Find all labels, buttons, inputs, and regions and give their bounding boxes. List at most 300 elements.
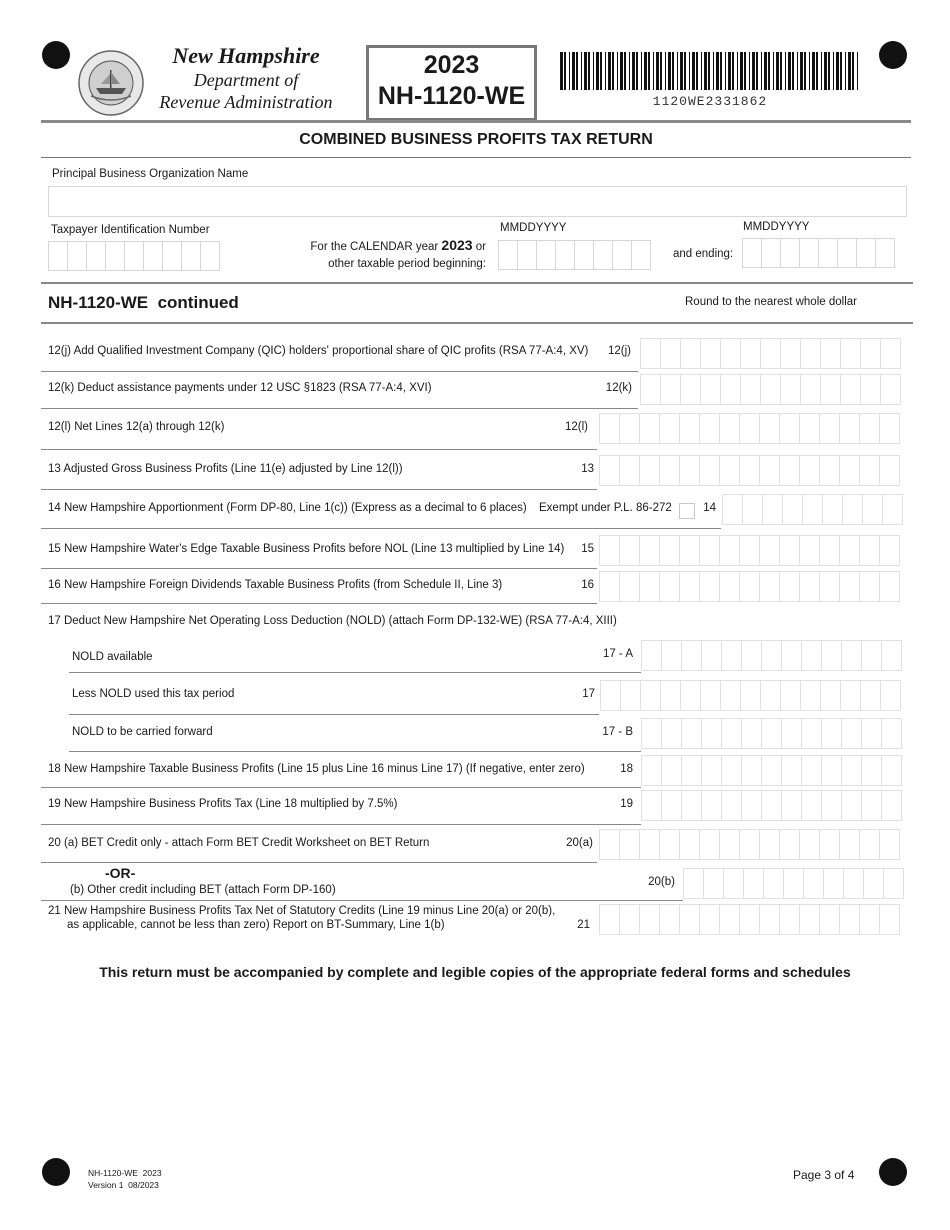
barcode-bar — [756, 52, 758, 90]
barcode-bar — [636, 52, 638, 90]
digit-cell[interactable] — [879, 904, 900, 935]
period-label-b: or — [472, 241, 486, 253]
digit-cell[interactable] — [863, 868, 884, 899]
title-rule — [41, 157, 911, 158]
digit-cell[interactable] — [699, 535, 720, 566]
line-17-used-label: Less NOLD used this tax period — [72, 688, 235, 700]
digit-cell[interactable] — [639, 455, 660, 486]
form-title: COMBINED BUSINESS PROFITS TAX RETURN — [299, 131, 653, 148]
digit-cell[interactable] — [819, 413, 840, 444]
digit-cell[interactable] — [660, 374, 681, 405]
digit-cell[interactable] — [879, 535, 900, 566]
digit-cell[interactable] — [800, 338, 821, 369]
barcode-bar — [744, 52, 746, 90]
digit-cell[interactable] — [799, 455, 820, 486]
digit-cell[interactable] — [839, 455, 860, 486]
digit-cell[interactable] — [661, 718, 682, 749]
digit-cell[interactable] — [800, 680, 821, 711]
digit-cell[interactable] — [779, 413, 800, 444]
digit-cell[interactable] — [839, 571, 860, 602]
barcode-bar — [761, 52, 762, 90]
digit-cell[interactable] — [743, 868, 764, 899]
digit-cell[interactable] — [720, 338, 741, 369]
digit-cell[interactable] — [700, 374, 721, 405]
digit-cell[interactable] — [780, 680, 801, 711]
digit-cell[interactable] — [779, 904, 800, 935]
digit-cell[interactable] — [719, 535, 740, 566]
digit-cell[interactable] — [719, 413, 740, 444]
barcode-bar — [732, 52, 734, 90]
barcode-bar — [768, 52, 770, 90]
digit-cell[interactable] — [819, 904, 840, 935]
digit-cell[interactable] — [859, 535, 880, 566]
digit-cell[interactable] — [599, 535, 620, 566]
digit-cell[interactable] — [839, 904, 860, 935]
barcode-bar — [641, 52, 642, 90]
digit-cell[interactable] — [720, 374, 741, 405]
digit-cell[interactable] — [721, 790, 742, 821]
digit-cell[interactable] — [841, 790, 862, 821]
digit-cell[interactable] — [859, 904, 880, 935]
digit-cell[interactable] — [720, 680, 741, 711]
digit-cell[interactable] — [819, 535, 840, 566]
digit-cell[interactable] — [739, 413, 760, 444]
digit-cell[interactable] — [782, 494, 803, 525]
form-number: NH-1120-WE — [377, 82, 526, 110]
barcode-bar — [852, 52, 854, 90]
digit-cell[interactable] — [759, 829, 780, 860]
digit-cell[interactable] — [860, 338, 881, 369]
digit-cell[interactable] — [841, 755, 862, 786]
digit-cell[interactable] — [819, 571, 840, 602]
digit-cell[interactable] — [599, 413, 620, 444]
digit-cell[interactable] — [679, 904, 700, 935]
digit-cell[interactable] — [760, 338, 781, 369]
digit-cell[interactable] — [721, 755, 742, 786]
digit-cell[interactable] — [599, 904, 620, 935]
digit-cell[interactable] — [859, 571, 880, 602]
digit-cell[interactable] — [861, 755, 882, 786]
digit-cell[interactable] — [659, 413, 680, 444]
line-21-amount[interactable] — [600, 904, 900, 935]
digit-cell[interactable] — [699, 455, 720, 486]
digit-cell[interactable] — [679, 571, 700, 602]
digit-cell[interactable] — [841, 718, 862, 749]
digit-cell[interactable] — [822, 494, 843, 525]
digit-cell[interactable] — [761, 790, 782, 821]
digit-cell[interactable] — [781, 790, 802, 821]
digit-cell[interactable] — [740, 338, 761, 369]
digit-cell[interactable] — [860, 374, 881, 405]
digit-cell[interactable] — [740, 680, 761, 711]
digit-cell[interactable] — [640, 374, 661, 405]
barcode-bar — [569, 52, 570, 90]
barcode-bar — [588, 52, 590, 90]
digit-cell[interactable] — [801, 640, 822, 671]
barcode-bar — [780, 52, 782, 90]
digit-cell[interactable] — [641, 718, 662, 749]
digit-cell[interactable] — [841, 640, 862, 671]
digit-cell[interactable] — [639, 829, 660, 860]
digit-cell[interactable] — [763, 868, 784, 899]
digit-cell[interactable] — [840, 680, 861, 711]
digit-cell[interactable] — [680, 680, 701, 711]
line-19-rule — [41, 824, 641, 825]
digit-cell[interactable] — [661, 790, 682, 821]
digit-cell[interactable] — [661, 755, 682, 786]
line-12k-label: 12(k) Deduct assistance payments under 12 USC §1823 (RSA 77-A:4, XVI) — [48, 382, 432, 394]
digit-cell[interactable] — [843, 868, 864, 899]
line-20a-label: 20 (a) BET Credit only - attach Form BET Credit Worksheet on BET Return — [48, 837, 430, 849]
digit-cell[interactable] — [739, 904, 760, 935]
digit-cell[interactable] — [859, 455, 880, 486]
line-18-rule — [41, 787, 641, 788]
line-17a-amount[interactable] — [642, 640, 902, 671]
org-name-input[interactable] — [48, 186, 907, 217]
barcode-bar — [656, 52, 659, 90]
barcode-bar — [788, 52, 791, 90]
digit-cell[interactable] — [820, 374, 841, 405]
digit-cell[interactable] — [820, 680, 841, 711]
form-year: 2023 — [423, 51, 480, 79]
digit-cell[interactable] — [739, 535, 760, 566]
digit-cell[interactable] — [883, 868, 904, 899]
line-17b-amount[interactable] — [642, 718, 902, 749]
digit-cell[interactable] — [699, 413, 720, 444]
digit-cell[interactable] — [760, 374, 781, 405]
digit-cell[interactable] — [799, 904, 820, 935]
digit-cell[interactable] — [823, 868, 844, 899]
line-12j-ref: 12(j) — [607, 345, 631, 357]
digit-cell[interactable] — [599, 571, 620, 602]
digit-cell[interactable] — [683, 868, 704, 899]
digit-cell[interactable] — [600, 680, 621, 711]
digit-cell[interactable] — [740, 374, 761, 405]
digit-cell[interactable] — [719, 455, 740, 486]
digit-cell[interactable] — [799, 571, 820, 602]
digit-cell[interactable] — [619, 904, 640, 935]
digit-cell[interactable] — [639, 535, 660, 566]
digit-cell[interactable] — [660, 680, 681, 711]
digit-cell[interactable] — [679, 413, 700, 444]
barcode-bar — [672, 52, 674, 90]
barcode-bar — [668, 52, 671, 90]
digit-cell[interactable] — [701, 755, 722, 786]
digit-cell[interactable] — [721, 718, 742, 749]
digit-cell[interactable] — [719, 904, 740, 935]
digit-cell[interactable] — [859, 413, 880, 444]
digit-cell[interactable] — [722, 494, 743, 525]
digit-cell[interactable] — [659, 455, 680, 486]
digit-cell[interactable] — [821, 640, 842, 671]
line-12j-label: 12(j) Add Qualified Investment Company (QIC) holders' proportional share of QIC profits (RSA 77-A:4, XV) — [48, 345, 589, 357]
line-17a-rule — [69, 672, 641, 673]
digit-cell[interactable] — [879, 571, 900, 602]
line-12j-amount[interactable] — [641, 338, 901, 369]
registration-mark-bottom-right — [879, 1158, 907, 1186]
digit-cell[interactable] — [761, 718, 782, 749]
barcode-bar — [848, 52, 851, 90]
digit-cell[interactable] — [700, 338, 721, 369]
digit-cell[interactable] — [699, 829, 720, 860]
digit-cell[interactable] — [741, 718, 762, 749]
digit-cell[interactable] — [679, 829, 700, 860]
digit-cell[interactable] — [599, 455, 620, 486]
digit-cell[interactable] — [659, 904, 680, 935]
line-16-rule — [41, 603, 597, 604]
digit-cell[interactable] — [799, 535, 820, 566]
digit-cell[interactable] — [801, 718, 822, 749]
digit-cell[interactable] — [719, 571, 740, 602]
barcode-bar — [713, 52, 714, 90]
digit-cell[interactable] — [759, 413, 780, 444]
digit-cell[interactable] — [762, 494, 783, 525]
line-20a-amount[interactable] — [600, 829, 900, 860]
line-20b-rule — [41, 900, 683, 901]
digit-cell[interactable] — [860, 680, 881, 711]
barcode-bar — [605, 52, 606, 90]
line-17b-rule — [69, 751, 641, 752]
digit-cell[interactable] — [801, 790, 822, 821]
digit-cell[interactable] — [619, 455, 640, 486]
line-14-exempt-checkbox[interactable] — [679, 503, 695, 519]
digit-cell[interactable] — [842, 494, 863, 525]
digit-cell[interactable] — [880, 680, 901, 711]
digit-cell[interactable] — [879, 413, 900, 444]
digit-cell[interactable] — [839, 829, 860, 860]
digit-cell[interactable] — [801, 755, 822, 786]
barcode-bar — [677, 52, 678, 90]
digit-cell[interactable] — [741, 790, 762, 821]
round-note: Round to the nearest whole dollar — [685, 296, 857, 308]
registration-mark-bottom-left — [42, 1158, 70, 1186]
begin-date-input[interactable] — [499, 240, 651, 270]
digit-cell[interactable] — [779, 455, 800, 486]
digit-cell[interactable] — [723, 868, 744, 899]
digit-cell[interactable] — [641, 640, 662, 671]
barcode-bar — [581, 52, 582, 90]
digit-cell[interactable] — [800, 374, 821, 405]
digit-cell[interactable] — [739, 455, 760, 486]
digit-cell[interactable] — [681, 790, 702, 821]
digit-cell[interactable] — [881, 790, 902, 821]
digit-cell[interactable] — [659, 829, 680, 860]
digit-cell[interactable] — [619, 413, 640, 444]
barcode-bar — [596, 52, 599, 90]
digit-cell[interactable] — [759, 904, 780, 935]
line-12l-amount[interactable] — [600, 413, 900, 444]
digit-cell[interactable] — [840, 338, 861, 369]
barcode-bar — [752, 52, 755, 90]
digit-cell[interactable] — [881, 755, 902, 786]
digit-cell[interactable] — [739, 571, 760, 602]
digit-cell[interactable] — [739, 829, 760, 860]
digit-cell[interactable] — [879, 455, 900, 486]
digit-cell[interactable] — [701, 640, 722, 671]
digit-cell[interactable] — [862, 494, 883, 525]
digit-cell[interactable] — [781, 640, 802, 671]
digit-cell[interactable] — [779, 535, 800, 566]
digit-cell[interactable] — [861, 790, 882, 821]
digit-cell[interactable] — [821, 718, 842, 749]
digit-cell[interactable] — [861, 640, 882, 671]
digit-cell[interactable] — [820, 338, 841, 369]
digit-cell[interactable] — [599, 829, 620, 860]
agency-state: New Hampshire — [172, 43, 320, 68]
barcode-bar — [728, 52, 731, 90]
digit-cell[interactable] — [759, 535, 780, 566]
digit-cell[interactable] — [799, 829, 820, 860]
section-bottom-rule — [41, 322, 913, 324]
digit-cell[interactable] — [880, 374, 901, 405]
digit-cell[interactable] — [619, 535, 640, 566]
digit-cell[interactable] — [881, 718, 902, 749]
digit-cell[interactable] — [819, 455, 840, 486]
period-year: 2023 — [441, 237, 473, 253]
section-title: NH-1120-WE continued — [48, 293, 239, 312]
digit-cell[interactable] — [759, 455, 780, 486]
digit-cell[interactable] — [641, 790, 662, 821]
digit-cell[interactable] — [741, 640, 762, 671]
digit-cell[interactable] — [719, 829, 740, 860]
digit-cell[interactable] — [742, 494, 763, 525]
agency-revenue-admin: Revenue Administration — [159, 92, 333, 112]
digit-cell[interactable] — [839, 535, 860, 566]
digit-cell[interactable] — [821, 790, 842, 821]
digit-cell[interactable] — [639, 571, 660, 602]
end-date-input[interactable] — [743, 238, 895, 268]
barcode-bar — [576, 52, 578, 90]
line-17a-label: NOLD available — [72, 651, 153, 663]
digit-cell[interactable] — [619, 571, 640, 602]
line-16-amount[interactable] — [600, 571, 900, 602]
digit-cell[interactable] — [821, 755, 842, 786]
digit-cell[interactable] — [620, 680, 641, 711]
digit-cell[interactable] — [881, 640, 902, 671]
digit-cell[interactable] — [661, 640, 682, 671]
line-12l-rule — [41, 449, 597, 450]
digit-cell[interactable] — [779, 571, 800, 602]
digit-cell[interactable] — [859, 829, 880, 860]
digit-cell[interactable] — [701, 718, 722, 749]
digit-cell[interactable] — [703, 868, 724, 899]
line-12k-amount[interactable] — [641, 374, 901, 405]
digit-cell[interactable] — [680, 374, 701, 405]
digit-cell[interactable] — [680, 338, 701, 369]
digit-cell[interactable] — [802, 494, 823, 525]
digit-cell[interactable] — [699, 904, 720, 935]
barcode-bar — [584, 52, 587, 90]
line-17-used-amount[interactable] — [601, 680, 901, 711]
line-16-ref: 16 — [581, 579, 594, 591]
barcode-bar — [800, 52, 803, 90]
line-20b-amount[interactable] — [684, 868, 904, 899]
period-label-a: For the CALENDAR year — [310, 241, 442, 253]
digit-cell[interactable] — [839, 413, 860, 444]
agency-department: Department of — [193, 70, 299, 90]
line-14-amount[interactable] — [723, 494, 903, 525]
digit-cell[interactable] — [679, 455, 700, 486]
digit-cell[interactable] — [781, 718, 802, 749]
digit-cell[interactable] — [780, 338, 801, 369]
digit-cell[interactable] — [700, 680, 721, 711]
barcode-bar — [740, 52, 743, 90]
digit-cell[interactable] — [840, 374, 861, 405]
line-17-label: 17 Deduct New Hampshire Net Operating Loss Deduction (NOLD) (attach Form DP-132-WE) (RSA 77-A:4, XIII) — [48, 615, 617, 627]
digit-cell[interactable] — [779, 829, 800, 860]
digit-cell[interactable] — [681, 640, 702, 671]
digit-cell[interactable] — [799, 413, 820, 444]
line-13-amount[interactable] — [600, 455, 900, 486]
tin-input[interactable] — [49, 241, 220, 271]
footer-form-id: NH-1120-WE 2023 — [88, 1168, 162, 1178]
barcode-bar — [648, 52, 650, 90]
digit-cell[interactable] — [761, 755, 782, 786]
digit-cell[interactable] — [880, 338, 901, 369]
digit-cell[interactable] — [679, 535, 700, 566]
digit-cell[interactable] — [781, 755, 802, 786]
digit-cell[interactable] — [879, 829, 900, 860]
barcode-bar — [804, 52, 806, 90]
digit-cell[interactable] — [639, 413, 660, 444]
digit-cell[interactable] — [639, 904, 660, 935]
digit-cell[interactable] — [619, 829, 640, 860]
digit-cell[interactable] — [760, 680, 781, 711]
digit-cell[interactable] — [759, 571, 780, 602]
barcode-bar — [593, 52, 594, 90]
digit-cell[interactable] — [660, 338, 681, 369]
agency-name — [140, 43, 352, 113]
barcode-bar — [720, 52, 722, 90]
barcode-bar — [660, 52, 662, 90]
barcode-bar — [833, 52, 834, 90]
barcode-bar — [792, 52, 794, 90]
digit-cell[interactable] — [640, 338, 661, 369]
digit-cell[interactable] — [641, 755, 662, 786]
digit-cell[interactable] — [780, 374, 801, 405]
line-18-amount[interactable] — [642, 755, 902, 786]
digit-cell[interactable] — [659, 571, 680, 602]
digit-cell[interactable] — [882, 494, 903, 525]
form-id-box — [366, 45, 537, 121]
line-21-ref: 21 — [577, 919, 590, 931]
digit-cell[interactable] — [741, 755, 762, 786]
line-19-amount[interactable] — [642, 790, 902, 821]
digit-cell[interactable] — [640, 680, 661, 711]
digit-cell[interactable] — [681, 718, 702, 749]
barcode-bar — [708, 52, 710, 90]
barcode-bar — [797, 52, 798, 90]
digit-cell[interactable] — [861, 718, 882, 749]
digit-cell[interactable] — [803, 868, 824, 899]
line-15-amount[interactable] — [600, 535, 900, 566]
barcode-bar — [857, 52, 858, 90]
digit-cell[interactable] — [659, 535, 680, 566]
barcode-bar — [725, 52, 726, 90]
digit-cell[interactable] — [819, 829, 840, 860]
barcode-bar — [704, 52, 707, 90]
barcode-bar — [665, 52, 666, 90]
line-15-ref: 15 — [581, 543, 594, 555]
digit-cell[interactable] — [783, 868, 804, 899]
digit-cell[interactable] — [699, 571, 720, 602]
barcode — [560, 52, 863, 90]
digit-cell[interactable] — [681, 755, 702, 786]
digit-cell[interactable] — [721, 640, 742, 671]
digit-cell[interactable] — [761, 640, 782, 671]
digit-cell[interactable] — [701, 790, 722, 821]
barcode-bar — [785, 52, 786, 90]
